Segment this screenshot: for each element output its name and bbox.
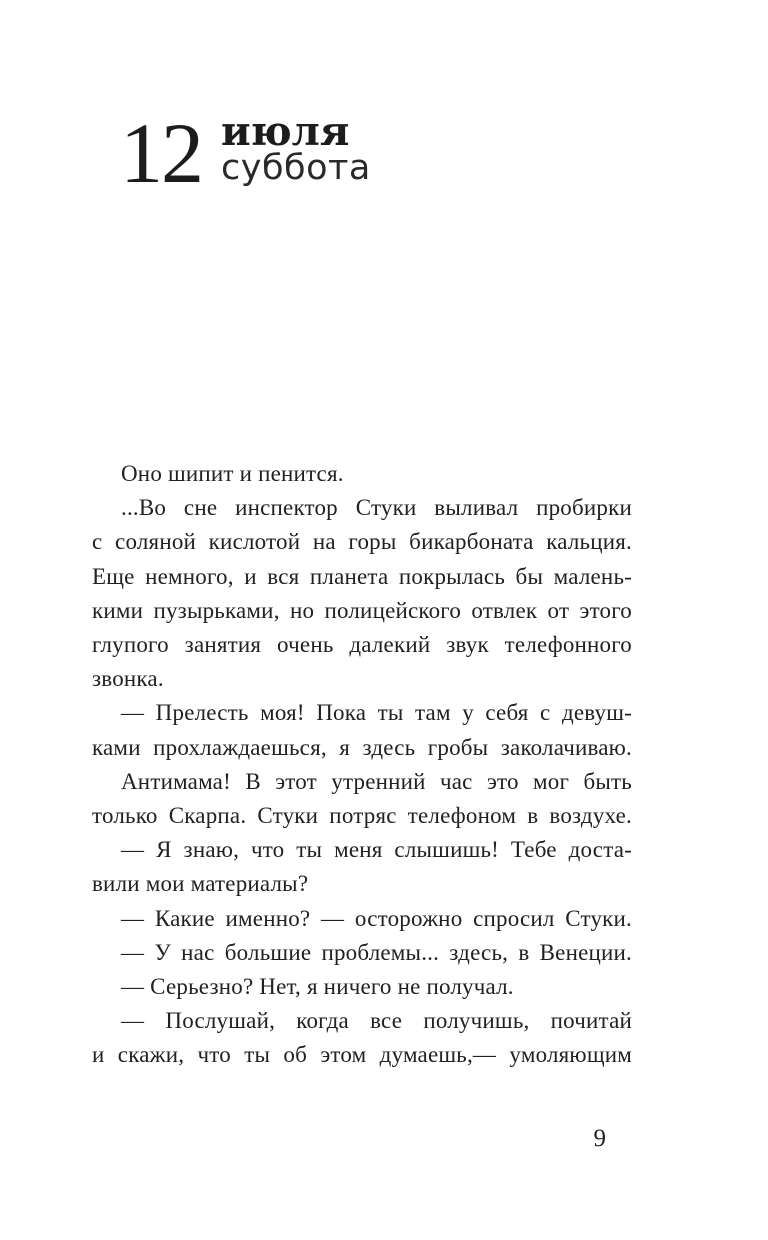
text-line: с соляной кислотой на горы бикарбоната кальция.: [92, 529, 632, 555]
text-line: Антимама! В этот утренний час это мог быть: [121, 768, 632, 794]
text-line: ками прохлаждаешься, я здесь гробы заколачиваю.: [92, 734, 632, 760]
text-line: — У нас большие проблемы... здесь, в Венеции.: [121, 939, 632, 965]
text-line: — Я знаю, что ты меня слышишь! Тебе доста-: [121, 837, 632, 863]
text-line: — Прелесть моя! Пока ты там у себя с девуш-: [121, 700, 632, 726]
text-line: только Скарпа. Стуки потряс телефоном в воздухе.: [92, 803, 632, 829]
text-line: ...Во сне инспектор Стуки выливал пробирки: [121, 495, 632, 521]
text-line: — Какие именно? — осторожно спросил Стуки.: [121, 905, 632, 931]
text-line: кими пузырьками, но полицейского отвлек от этого: [92, 597, 632, 623]
text-line: вили мои материалы?: [92, 871, 309, 897]
text-line: — Серьезно? Нет, я ничего не получал.: [121, 974, 514, 1000]
body-text: [92, 457, 632, 1073]
text-line: звонка.: [92, 666, 164, 692]
date-day-number: 12: [120, 105, 202, 201]
date-month-label: июля: [221, 108, 350, 155]
date-weekday-label: суббота: [221, 148, 371, 188]
text-line: глупого занятия очень далекий звук телефонного: [92, 632, 632, 658]
text-line: — Послушай, когда все получишь, почитай: [121, 1008, 632, 1034]
text-line: Еще немного, и вся планета покрылась бы малень-: [92, 563, 632, 589]
text-line: Оно шипит и пенится.: [121, 461, 344, 486]
text-line: и скажи, что ты об этом думаешь,— умоляющим: [92, 1042, 632, 1068]
page-number: 9: [593, 1125, 606, 1152]
